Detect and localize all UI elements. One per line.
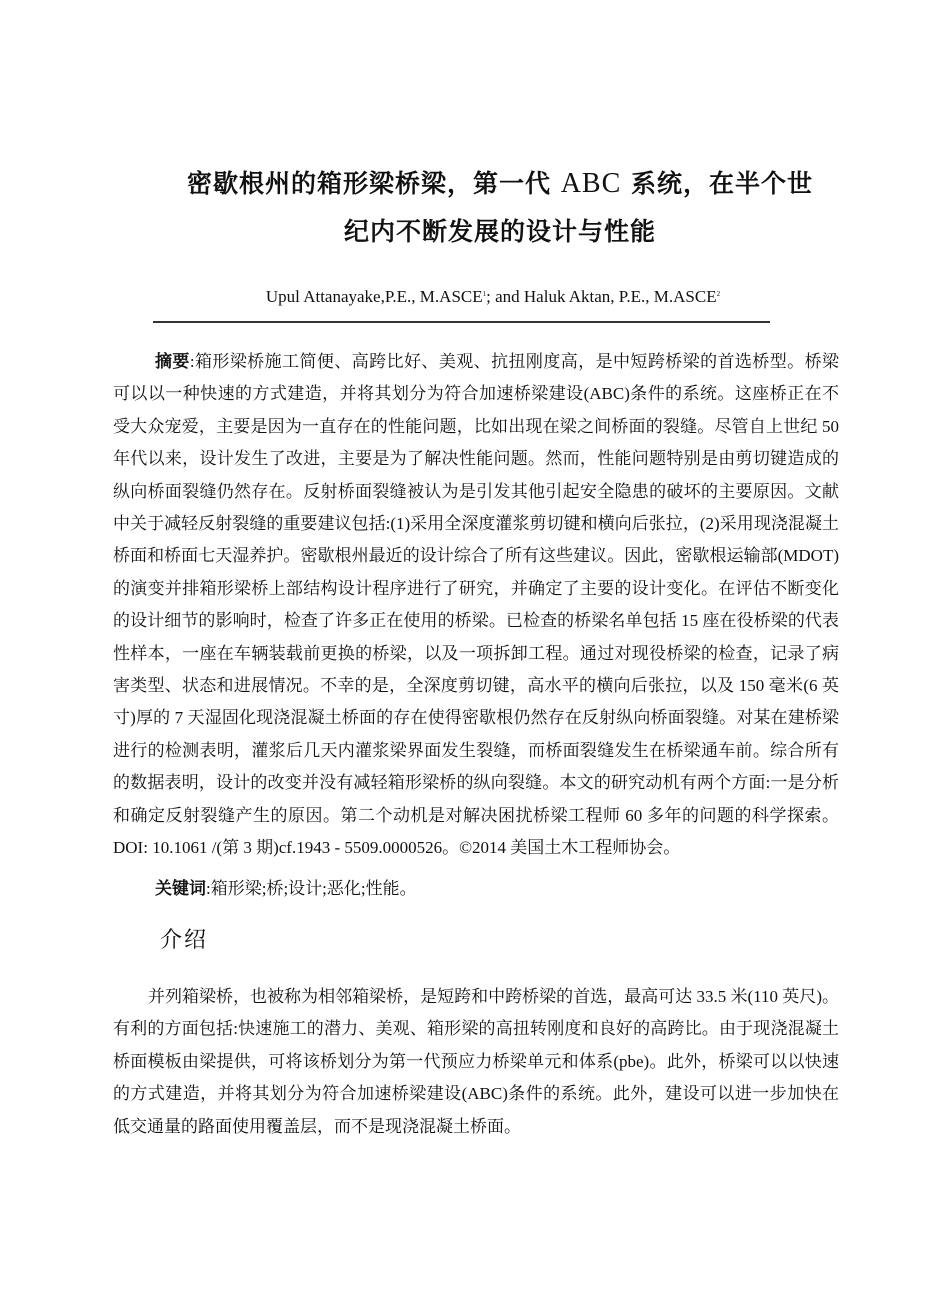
title-divider (153, 321, 770, 323)
author-line (0, 283, 926, 308)
paper-title (150, 160, 850, 256)
abstract-text: :箱形梁桥施工简便、高跨比好、美观、抗扭刚度高，是中短跨桥梁的首选桥型。桥梁可以以一种快速的方式建造，并将其划分为符合加速桥梁建设(ABC)条件的系统。这座桥正在不受大众宠爱，主要是因为一直存在的性能问题，比如出现在梁之间桥面的裂缝。尽管自上世纪 50 年代以来，设计发生了改进，主要是为了解决性能问题。然而，性能问题特别是由剪切键造成的纵向桥面裂缝仍然存在。反射桥面裂缝被认为是引发其他引起安全隐患的破坏的主要原因。文献中关于减轻反射裂缝的重要建议包括:(1)采用全深度灌浆剪切键和横向后张拉，(2)采用现浇混凝土桥面和桥面七天湿养护。密歇根州最近的设计综合了所有这些建议。因此，密歇根运输部(MDOT)的演变并排箱形梁桥上部结构设计程序进行了研究，并确定了主要的设计变化。在评估不断变化的设计细节的影响时，检查了许多正在使用的桥梁。已检查的桥梁名单包括 15 座在役桥梁的代表性样本，一座在车辆装载前更换的桥梁，以及一项拆卸工程。通过对现役桥梁的检查，记录了病害类型、状态和进展情况。不幸的是，全深度剪切键，高水平的横向后张拉，以及 150 毫米(6 英寸)厚的 7 天湿固化现浇混凝土桥面的存在使得密歇根仍然存在反射纵向桥面裂缝。对某在建桥梁进行的检测表明，灌浆后几天内灌浆梁界面发生裂缝，而桥面裂缝发生在桥梁通车前。综合所有的数据表明，设计的改变并没有减轻箱形梁桥的纵向裂缝。本文的研究动机有两个方面:一是分析和确定反射裂缝产生的原因。第二个动机是对解决困扰桥梁工程师 60 多年的问题的科学探索。DOI: 10.1061 /(第 3 期)cf.1943 - 5509.0000526。©2014 美国土木工程师协会。 (113, 352, 839, 858)
author-2: ; and Haluk Aktan, P.E., M.ASCE (486, 287, 717, 306)
title-line-1 (150, 160, 850, 208)
introduction-paragraph: 并列箱梁桥，也被称为相邻箱梁桥，是短跨和中跨桥梁的首选，最高可达 33.5 米(110 英尺)。有利的方面包括:快速施工的潜力、美观、箱形梁的高扭转刚度和良好的高跨比。由于现浇混凝土桥面模板由梁提供，可将该桥划分为第一代预应力桥梁单元和体系(pbe)。此外，桥梁可以以快速的方式建造，并将其划分为符合加速桥梁建设(ABC)条件的系统。此外，建设可以进一步加快在低交通量的路面使用覆盖层，而不是现浇混凝土桥面。 (113, 987, 839, 1136)
abstract (113, 346, 839, 865)
abstract-label: 摘要 (155, 352, 190, 372)
author-1-affiliation-mark: 1 (482, 290, 487, 298)
keywords (155, 873, 417, 905)
title-line-1-part-a: 密歇根州的箱形梁桥梁，第一代 (186, 169, 561, 198)
title-line-1-abc: ABC (560, 168, 622, 199)
keywords-text: :箱形梁;桥;设计;恶化;性能。 (206, 879, 417, 898)
author-1: Upul Attanayake,P.E., M.ASCE (265, 287, 483, 306)
title-line-2: 纪内不断发展的设计与性能 (343, 217, 656, 246)
keywords-label: 关键词 (155, 879, 206, 899)
title-line-1-part-b: 系统，在半个世 (621, 169, 813, 198)
author-2-affiliation-mark: 2 (716, 290, 721, 298)
section-heading-introduction: 介绍 (160, 928, 209, 953)
